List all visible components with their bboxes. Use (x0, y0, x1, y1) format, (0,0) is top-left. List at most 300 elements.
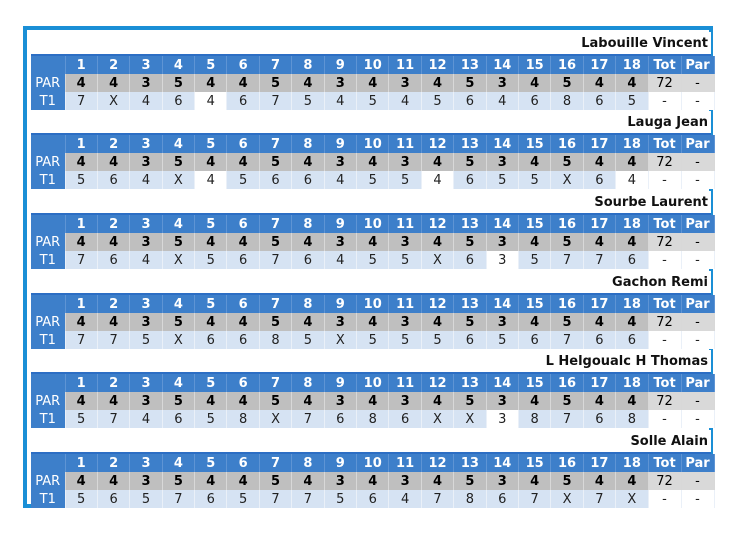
score-cell: 5 (195, 410, 227, 428)
par-cell: 4 (227, 472, 259, 490)
par-cell: 4 (292, 153, 324, 171)
hole-number: 11 (389, 56, 421, 74)
hole-number: 1 (65, 374, 97, 392)
score-table (31, 56, 715, 110)
score-cell: 6 (97, 490, 129, 508)
par-cell: 5 (551, 472, 583, 490)
score-cell: 7 (292, 490, 324, 508)
hole-number: 2 (97, 295, 129, 313)
hole-number: Par (681, 215, 714, 233)
par-cell: - (681, 313, 714, 331)
par-cell: 4 (97, 313, 129, 331)
par-cell: 3 (130, 74, 162, 92)
score-cell: 6 (227, 92, 259, 110)
score-cell: X (162, 171, 194, 189)
score-cell: 5 (357, 171, 389, 189)
score-cell: - (648, 171, 681, 189)
score-cell: 5 (357, 251, 389, 269)
hole-number: 2 (97, 374, 129, 392)
score-cell: 5 (227, 490, 259, 508)
par-cell: 4 (518, 472, 550, 490)
hole-number: 13 (454, 374, 486, 392)
score-cell: - (681, 92, 714, 110)
par-cell: 4 (65, 392, 97, 410)
t1-label: T1 (31, 410, 65, 428)
hole-number: 15 (518, 56, 550, 74)
score-cell: 8 (227, 410, 259, 428)
hole-number: 4 (162, 454, 194, 472)
score-cell: 6 (389, 410, 421, 428)
score-cell: 6 (162, 410, 194, 428)
hole-number: Tot (648, 374, 681, 392)
par-cell: 4 (65, 313, 97, 331)
score-cell: 8 (259, 331, 291, 349)
score-cell: 7 (259, 251, 291, 269)
par-cell: 5 (162, 153, 194, 171)
hole-header-row (31, 135, 714, 153)
par-cell: 72 (648, 313, 681, 331)
par-row (31, 392, 714, 410)
hole-number: 11 (389, 295, 421, 313)
hole-number: Par (681, 454, 714, 472)
par-cell: 4 (292, 472, 324, 490)
par-cell: 3 (389, 392, 421, 410)
t1-row (31, 331, 714, 349)
hole-number: 10 (357, 295, 389, 313)
hole-number: 9 (324, 454, 356, 472)
par-cell: 3 (130, 153, 162, 171)
score-cell: 5 (292, 331, 324, 349)
par-cell: 4 (65, 233, 97, 251)
hole-number: 17 (583, 135, 615, 153)
par-cell: 4 (195, 153, 227, 171)
score-cell: 5 (357, 92, 389, 110)
par-cell: 4 (195, 392, 227, 410)
hole-number: 18 (616, 295, 648, 313)
hole-header-row (31, 295, 714, 313)
hole-number: 13 (454, 215, 486, 233)
score-cell: - (681, 410, 714, 428)
par-cell: 4 (357, 74, 389, 92)
hole-number: 14 (486, 374, 518, 392)
score-cell: 5 (227, 171, 259, 189)
hole-number: 8 (292, 56, 324, 74)
hole-number: 16 (551, 215, 583, 233)
par-cell: 72 (648, 472, 681, 490)
hole-number: 18 (616, 56, 648, 74)
player-card (31, 111, 711, 189)
par-cell: 72 (648, 153, 681, 171)
hole-number: 3 (130, 56, 162, 74)
score-table (31, 374, 715, 428)
hole-number: 3 (130, 295, 162, 313)
hole-number: 13 (454, 56, 486, 74)
par-cell: 4 (195, 472, 227, 490)
par-cell: 4 (357, 392, 389, 410)
par-label: PAR (31, 74, 65, 92)
score-cell: 6 (454, 331, 486, 349)
hole-number: 10 (357, 56, 389, 74)
par-cell: 4 (583, 74, 615, 92)
score-cell: 6 (357, 490, 389, 508)
score-cell: 4 (421, 171, 453, 189)
hole-number: 16 (551, 135, 583, 153)
score-cell: 4 (616, 171, 648, 189)
hole-number: 4 (162, 215, 194, 233)
t1-row (31, 251, 714, 269)
par-cell: 5 (259, 74, 291, 92)
hole-number: 12 (421, 56, 453, 74)
hole-number: 11 (389, 374, 421, 392)
par-cell: 4 (65, 153, 97, 171)
par-row (31, 313, 714, 331)
score-cell: - (648, 331, 681, 349)
score-cell: 7 (65, 331, 97, 349)
par-cell: 3 (389, 74, 421, 92)
hole-number: 12 (421, 454, 453, 472)
score-cell: X (162, 331, 194, 349)
score-cell: 6 (583, 92, 615, 110)
hole-number: 3 (130, 454, 162, 472)
player-card (31, 32, 711, 110)
par-row (31, 472, 714, 490)
score-cell: 6 (583, 171, 615, 189)
score-table (31, 215, 715, 269)
par-cell: 5 (259, 472, 291, 490)
par-cell: 4 (195, 74, 227, 92)
hole-number: 17 (583, 56, 615, 74)
score-cell: 4 (195, 92, 227, 110)
score-cell: 4 (324, 92, 356, 110)
score-cell: 7 (518, 490, 550, 508)
par-cell: 4 (421, 392, 453, 410)
score-cell: 6 (195, 490, 227, 508)
hole-number: 15 (518, 454, 550, 472)
score-cell: 7 (65, 92, 97, 110)
header-blank (31, 374, 65, 392)
par-cell: 5 (551, 313, 583, 331)
par-cell: 4 (518, 233, 550, 251)
par-cell: - (681, 233, 714, 251)
score-cell: 8 (357, 410, 389, 428)
par-row (31, 74, 714, 92)
score-cell: - (681, 490, 714, 508)
score-cell: 7 (259, 92, 291, 110)
hole-number: 18 (616, 374, 648, 392)
par-cell: 4 (616, 392, 648, 410)
par-cell: 4 (583, 233, 615, 251)
par-cell: 3 (486, 392, 518, 410)
hole-number: 4 (162, 374, 194, 392)
hole-number: 10 (357, 135, 389, 153)
score-cell: 4 (389, 490, 421, 508)
par-cell: - (681, 153, 714, 171)
score-cell: - (648, 490, 681, 508)
hole-number: 9 (324, 374, 356, 392)
score-cell: 7 (292, 410, 324, 428)
score-cell: 6 (292, 171, 324, 189)
par-cell: 4 (616, 472, 648, 490)
par-cell: 4 (97, 233, 129, 251)
t1-row (31, 490, 714, 508)
hole-number: 16 (551, 374, 583, 392)
par-cell: 3 (486, 472, 518, 490)
par-cell: 4 (292, 74, 324, 92)
score-cell: 7 (421, 490, 453, 508)
par-cell: 4 (227, 313, 259, 331)
hole-number: 10 (357, 374, 389, 392)
t1-label: T1 (31, 171, 65, 189)
score-cell: 7 (551, 410, 583, 428)
score-cell: 7 (259, 490, 291, 508)
hole-number: Par (681, 374, 714, 392)
par-cell: 4 (583, 153, 615, 171)
score-cell: 6 (97, 251, 129, 269)
par-cell: 5 (454, 153, 486, 171)
score-cell: 6 (454, 92, 486, 110)
hole-number: 16 (551, 295, 583, 313)
score-cell: 6 (227, 331, 259, 349)
hole-number: 4 (162, 135, 194, 153)
hole-number: Tot (648, 295, 681, 313)
hole-number: 11 (389, 454, 421, 472)
hole-number: 6 (227, 135, 259, 153)
hole-number: 7 (259, 295, 291, 313)
par-cell: 3 (486, 74, 518, 92)
par-cell: 3 (324, 313, 356, 331)
score-cell: 5 (195, 251, 227, 269)
hole-number: 5 (195, 374, 227, 392)
score-cell: 8 (551, 92, 583, 110)
score-cell: 7 (97, 410, 129, 428)
header-blank (31, 454, 65, 472)
par-cell: 4 (357, 233, 389, 251)
score-cell: 7 (551, 331, 583, 349)
hole-number: 5 (195, 56, 227, 74)
score-cell: X (421, 410, 453, 428)
hole-number: 6 (227, 454, 259, 472)
score-cell: 4 (130, 410, 162, 428)
hole-number: 6 (227, 215, 259, 233)
hole-number: 7 (259, 56, 291, 74)
score-cell: 5 (486, 171, 518, 189)
score-table (31, 135, 715, 189)
par-cell: - (681, 74, 714, 92)
hole-number: 1 (65, 215, 97, 233)
par-cell: 4 (518, 392, 550, 410)
par-cell: 3 (324, 153, 356, 171)
hole-number: 5 (195, 135, 227, 153)
score-cell: 5 (389, 171, 421, 189)
hole-number: 11 (389, 215, 421, 233)
hole-number: 4 (162, 295, 194, 313)
score-cell: 6 (454, 171, 486, 189)
par-cell: 4 (195, 233, 227, 251)
par-row (31, 233, 714, 251)
par-cell: 4 (518, 153, 550, 171)
score-cell: X (97, 92, 129, 110)
hole-number: 12 (421, 374, 453, 392)
score-cell: 6 (227, 251, 259, 269)
hole-number: 9 (324, 56, 356, 74)
hole-number: 9 (324, 295, 356, 313)
par-cell: 5 (454, 392, 486, 410)
hole-number: 3 (130, 135, 162, 153)
score-cell: 6 (616, 331, 648, 349)
score-cell: 5 (518, 171, 550, 189)
par-cell: 3 (486, 153, 518, 171)
par-cell: 4 (65, 74, 97, 92)
hole-number: 3 (130, 374, 162, 392)
par-cell: 4 (357, 472, 389, 490)
hole-number: 14 (486, 135, 518, 153)
score-cell: 4 (195, 171, 227, 189)
score-cell: 6 (583, 331, 615, 349)
par-cell: 5 (454, 313, 486, 331)
score-cell: - (648, 251, 681, 269)
hole-number: 1 (65, 454, 97, 472)
par-cell: 3 (389, 153, 421, 171)
hole-number: 6 (227, 56, 259, 74)
score-cell: 6 (259, 171, 291, 189)
score-cell: 8 (616, 410, 648, 428)
par-cell: 5 (551, 233, 583, 251)
hole-number: 17 (583, 374, 615, 392)
par-cell: 4 (583, 313, 615, 331)
par-label: PAR (31, 392, 65, 410)
hole-number: 4 (162, 56, 194, 74)
par-cell: 4 (227, 392, 259, 410)
par-cell: 4 (616, 74, 648, 92)
t1-label: T1 (31, 251, 65, 269)
par-cell: 3 (130, 233, 162, 251)
par-cell: 5 (551, 153, 583, 171)
player-name: Lauga Jean (31, 111, 711, 135)
hole-number: 2 (97, 215, 129, 233)
score-cell: 4 (130, 251, 162, 269)
par-cell: 4 (97, 153, 129, 171)
hole-number: 15 (518, 135, 550, 153)
hole-number: 14 (486, 454, 518, 472)
hole-number: 2 (97, 135, 129, 153)
score-cell: X (162, 251, 194, 269)
score-cell: - (681, 171, 714, 189)
par-cell: 5 (162, 74, 194, 92)
score-cell: 5 (65, 171, 97, 189)
par-cell: 4 (421, 74, 453, 92)
hole-number: 15 (518, 374, 550, 392)
score-cell: 6 (486, 490, 518, 508)
score-cell: 6 (518, 92, 550, 110)
player-card (31, 271, 711, 349)
hole-number: 16 (551, 56, 583, 74)
score-cell: 7 (65, 251, 97, 269)
hole-number: 9 (324, 215, 356, 233)
par-label: PAR (31, 313, 65, 331)
player-name: Labouille Vincent (31, 32, 711, 56)
par-cell: 4 (292, 313, 324, 331)
hole-number: Par (681, 295, 714, 313)
par-cell: 4 (195, 313, 227, 331)
t1-label: T1 (31, 490, 65, 508)
par-cell: 4 (292, 233, 324, 251)
hole-number: 10 (357, 454, 389, 472)
par-cell: - (681, 392, 714, 410)
score-cell: 4 (324, 251, 356, 269)
par-cell: 3 (486, 313, 518, 331)
par-cell: 4 (616, 153, 648, 171)
score-cell: X (324, 331, 356, 349)
score-cell: 5 (421, 331, 453, 349)
par-cell: 4 (421, 472, 453, 490)
par-cell: 3 (130, 472, 162, 490)
hole-number: 13 (454, 454, 486, 472)
par-cell: 5 (551, 392, 583, 410)
score-cell: 5 (389, 331, 421, 349)
par-cell: 4 (97, 472, 129, 490)
hole-number: 11 (389, 135, 421, 153)
score-cell: 6 (583, 410, 615, 428)
hole-number: 12 (421, 215, 453, 233)
par-cell: 5 (259, 153, 291, 171)
score-cell: 5 (292, 92, 324, 110)
score-cell: 7 (97, 331, 129, 349)
score-table (31, 295, 715, 349)
score-cell: 5 (518, 251, 550, 269)
par-label: PAR (31, 233, 65, 251)
score-cell: 5 (421, 92, 453, 110)
hole-header-row (31, 56, 714, 74)
score-cell: - (681, 331, 714, 349)
par-cell: 4 (583, 472, 615, 490)
hole-number: 8 (292, 374, 324, 392)
par-cell: 72 (648, 233, 681, 251)
score-cell: 5 (389, 251, 421, 269)
score-cell: 6 (162, 92, 194, 110)
par-cell: 4 (357, 313, 389, 331)
player-card (31, 191, 711, 269)
header-blank (31, 295, 65, 313)
par-cell: 5 (551, 74, 583, 92)
hole-number: 13 (454, 295, 486, 313)
hole-number: 5 (195, 295, 227, 313)
hole-number: Tot (648, 56, 681, 74)
hole-number: 8 (292, 215, 324, 233)
par-cell: 3 (486, 233, 518, 251)
par-cell: 3 (324, 392, 356, 410)
hole-number: Par (681, 135, 714, 153)
t1-row (31, 92, 714, 110)
score-cell: 6 (616, 251, 648, 269)
hole-number: 1 (65, 295, 97, 313)
hole-number: 10 (357, 215, 389, 233)
score-cell: X (616, 490, 648, 508)
t1-label: T1 (31, 331, 65, 349)
hole-number: 16 (551, 454, 583, 472)
par-cell: 5 (162, 313, 194, 331)
par-cell: 4 (227, 74, 259, 92)
par-cell: 3 (389, 313, 421, 331)
hole-number: 18 (616, 135, 648, 153)
hole-number: 7 (259, 374, 291, 392)
score-cell: 4 (130, 92, 162, 110)
par-cell: 3 (324, 233, 356, 251)
hole-number: 15 (518, 215, 550, 233)
score-cell: X (421, 251, 453, 269)
hole-number: 18 (616, 454, 648, 472)
par-cell: 72 (648, 74, 681, 92)
hole-number: 9 (324, 135, 356, 153)
